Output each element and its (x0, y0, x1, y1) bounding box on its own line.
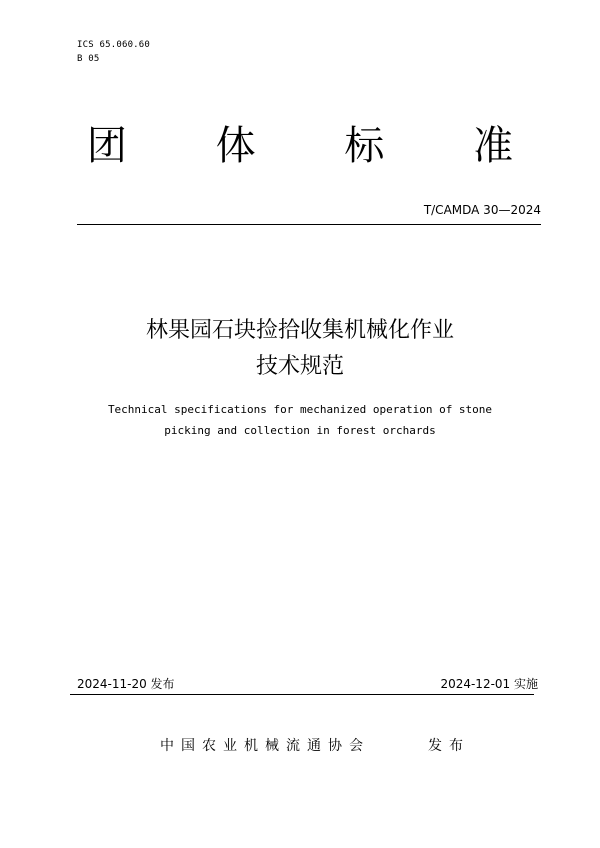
document-title-en-line2: picking and collection in forest orchards (164, 424, 436, 437)
implementation-date: 2024-12-01 实施 (440, 677, 538, 691)
standard-number: T/CAMDA 30—2024 (423, 203, 541, 217)
ccs-code: B 05 (77, 54, 100, 64)
publish-date: 2024-11-20 发布 (77, 677, 175, 691)
issue-label: 发布 (428, 738, 470, 754)
classification-codes (77, 38, 150, 66)
issuing-organization: 中国农业机械流通协会 (160, 738, 370, 754)
standard-type-title: 团 体 标 准 (86, 123, 552, 169)
document-title-cn-line1: 林果园石块捡拾收集机械化作业 (145, 318, 454, 343)
header-divider (77, 224, 541, 225)
footer-divider (70, 694, 534, 695)
ics-code: ICS 65.060.60 (77, 40, 151, 50)
document-title-cn-line2: 技术规范 (255, 354, 344, 379)
document-title-en-line1: Technical specifications for mechanized operation of stone (107, 403, 493, 416)
